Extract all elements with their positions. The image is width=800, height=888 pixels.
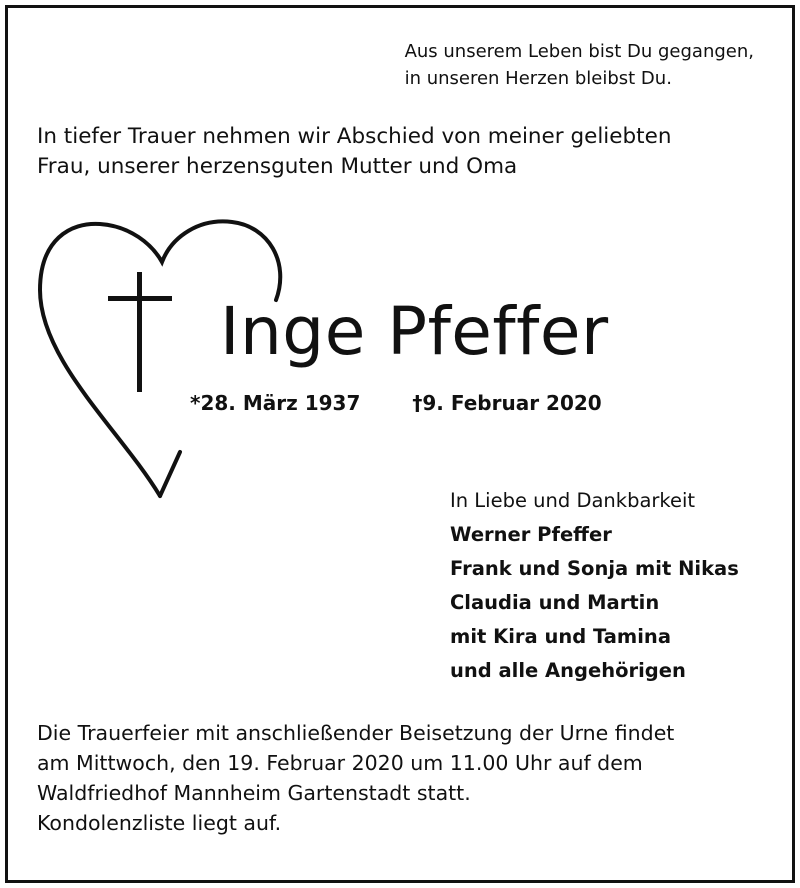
family-member: und alle Angehörigen — [450, 659, 686, 682]
intro-text — [37, 122, 671, 182]
life-dates — [190, 391, 602, 415]
condolence-note: Kondolenzliste liegt auf. — [37, 811, 282, 835]
motto — [405, 38, 754, 92]
funeral-line-3: Waldfriedhof Mannheim Gartenstadt statt. — [37, 781, 471, 805]
motto-line-1: Aus unserem Leben bist Du gegangen, — [404, 41, 754, 62]
funeral-line-2: am Mittwoch, den 19. Februar 2020 um 11.00 Uhr auf dem — [37, 751, 643, 775]
intro-line-2: Frau, unserer herzensguten Mutter und Oma — [37, 154, 518, 179]
birth-date: *28. März 1937 — [190, 391, 361, 415]
motto-line-2: in unseren Herzen bleibst Du. — [404, 68, 672, 89]
funeral-line-1: Die Trauerfeier mit anschließender Beisetzung der Urne findet — [37, 721, 675, 745]
family-signature — [450, 484, 739, 688]
death-date: †9. Februar 2020 — [412, 391, 602, 415]
funeral-details — [37, 718, 674, 838]
intro-line-1: In tiefer Trauer nehmen wir Abschied von meiner geliebten — [37, 124, 672, 149]
family-member: Frank und Sonja mit Nikas — [450, 557, 739, 580]
cross-icon — [108, 272, 172, 392]
family-member: mit Kira und Tamina — [450, 625, 671, 648]
family-member: Werner Pfeffer — [450, 523, 612, 546]
family-member: Claudia und Martin — [450, 591, 660, 614]
deceased-name: Inge Pfeffer — [220, 293, 609, 370]
heart-tail-icon — [160, 452, 180, 496]
family-opener: In Liebe und Dankbarkeit — [450, 489, 696, 512]
